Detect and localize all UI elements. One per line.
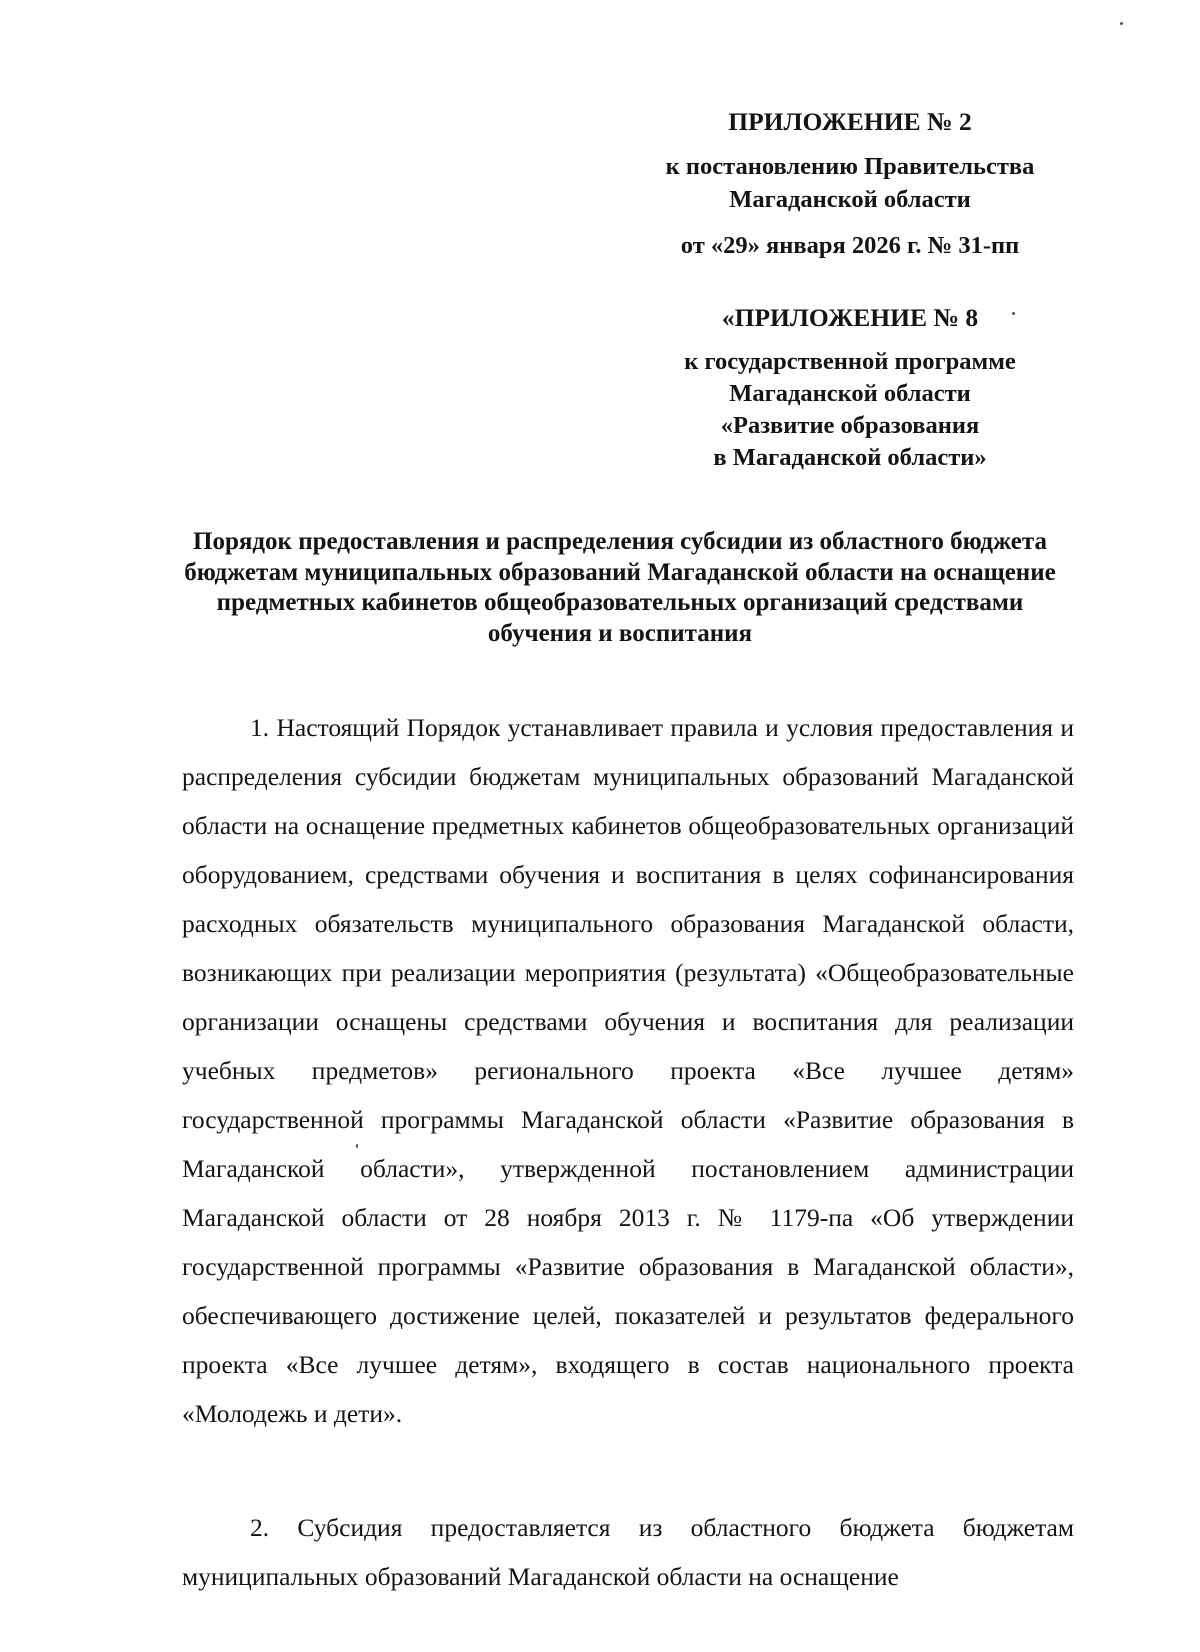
appendix-8-line-4: в Магаданской области» <box>713 444 987 471</box>
scan-speck <box>1012 312 1015 315</box>
scan-speck <box>1120 22 1123 25</box>
paragraph-2: 2. Субсидия предоставляется из областного бюджета бюджетам муниципальных образований Магаданской области на оснащение <box>182 1513 1074 1591</box>
appendix-2-date-line: от «29» января 2026 г. № 31-пп <box>680 232 1020 259</box>
appendix-8-line-3: «Развитие образования <box>720 412 980 439</box>
appendix-8-line-1: к государственной программе <box>684 348 1016 375</box>
appendix-2-title: ПРИЛОЖЕНИЕ № 2 <box>728 107 972 136</box>
appendix-2-line-1: к постановлению Правительства <box>665 153 1035 180</box>
appendix-8-title: «ПРИЛОЖЕНИЕ № 8 <box>721 303 979 332</box>
paragraph-1: 1. Настоящий Порядок устанавливает правила и условия предоставления и распределения субсидии бюджетам муниципальных образований Магаданской области на оснащение предметных кабинетов общеобразовательных организаций оборудованием, средствами обучения и воспитания в целях софинансирования расходных обязательств муниципального образования Магаданской области, возникающих при реализации мероприятия (результата) «Общеобразовательные организации оснащены средствами обучения и воспитания для реализации учебных предметов» регионального проекта «Все лучшее детям» государственной программы Магаданской области «Развитие образования в Магаданской области», утвержденной постановлением администрации Магаданской области от 28 ноября 2013 г. № 1179-па «Об утверждении государственной программы «Развитие образования в Магаданской области», обеспечивающего достижение целей, показателей и результатов федерального проекта «Все лучшее детям», входящего в состав национального проекта «Молодежь и дети». <box>182 713 1074 1428</box>
appendix-8-line-2: Магаданской области <box>729 380 971 407</box>
appendix-2-line-2: Магаданской области <box>729 186 971 213</box>
scan-speck <box>356 1144 358 1148</box>
document-title: Порядок предоставления и распределения субсидии из областного бюджета бюджетам муниципальных образований Магаданской области на оснащение предметных кабинетов общеобразовательных организаций средствами обучения и воспитания <box>184 528 1056 647</box>
